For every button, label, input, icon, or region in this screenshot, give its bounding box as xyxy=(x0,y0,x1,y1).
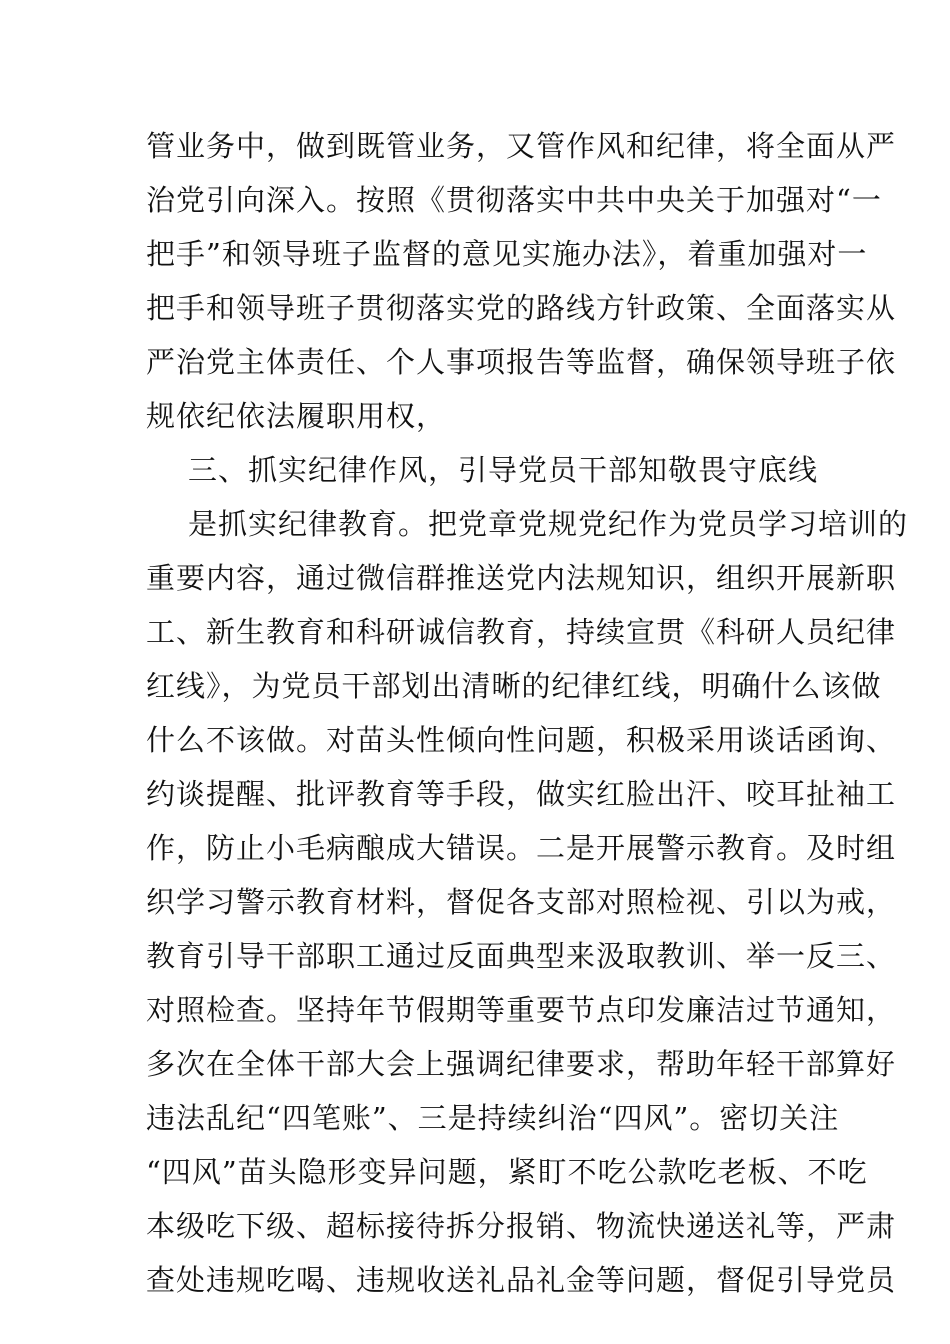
body-text-line: 什么不该做。对苗头性倾向性问题，积极采用谈话函询、 xyxy=(146,723,897,757)
body-text-line: 规依纪依法履职用权， xyxy=(146,399,447,433)
body-text-line: 查处违规吃喝、违规收送礼品礼金等问题，督促引导党员 xyxy=(146,1263,897,1297)
body-text-line: 严治党主体责任、个人事项报告等监督，确保领导班子依 xyxy=(146,345,897,379)
body-text-line: 教育引导干部职工通过反面典型来汲取教训、举一反三、 xyxy=(146,939,897,973)
body-text-line: 对照检查。坚持年节假期等重要节点印发廉洁过节通知， xyxy=(146,993,897,1027)
section-heading: 三、抓实纪律作风，引导党员干部知敬畏守底线 xyxy=(188,453,819,487)
body-text-line: 治党引向深入。按照《贯彻落实中共中央关于加强对“一 xyxy=(146,183,882,217)
body-text-line: 管业务中，做到既管业务，又管作风和纪律，将全面从严 xyxy=(146,129,897,163)
body-text-line: 本级吃下级、超标接待拆分报销、物流快递送礼等，严肃 xyxy=(146,1209,897,1243)
body-text-line: “四风”苗头隐形变异问题，紧盯不吃公款吃老板、不吃 xyxy=(146,1155,868,1189)
body-text-line: 重要内容，通过微信群推送党内法规知识，组织开展新职 xyxy=(146,561,897,595)
body-text-line: 织学习警示教育材料，督促各支部对照检视、引以为戒， xyxy=(146,885,897,919)
body-text-line: 违法乱纪“四笔账”、三是持续纠治“四风”。密切关注 xyxy=(146,1101,840,1135)
body-text-line: 是抓实纪律教育。把党章党规党纪作为党员学习培训的 xyxy=(188,507,909,541)
body-text-line: 把手”和领导班子监督的意见实施办法》，着重加强对一 xyxy=(146,237,868,271)
body-text-line: 作，防止小毛病酿成大错误。二是开展警示教育。及时组 xyxy=(146,831,897,865)
body-text-line: 多次在全体干部大会上强调纪律要求，帮助年轻干部算好 xyxy=(146,1047,897,1081)
body-text-line: 工、新生教育和科研诚信教育，持续宣贯《科研人员纪律 xyxy=(146,615,897,649)
body-text-line: 红线》，为党员干部划出清晰的纪律红线，明确什么该做 xyxy=(146,669,882,703)
body-text-line: 约谈提醒、批评教育等手段，做实红脸出汗、咬耳扯袖工 xyxy=(146,777,897,811)
body-text-line: 把手和领导班子贯彻落实党的路线方针政策、全面落实从 xyxy=(146,291,897,325)
